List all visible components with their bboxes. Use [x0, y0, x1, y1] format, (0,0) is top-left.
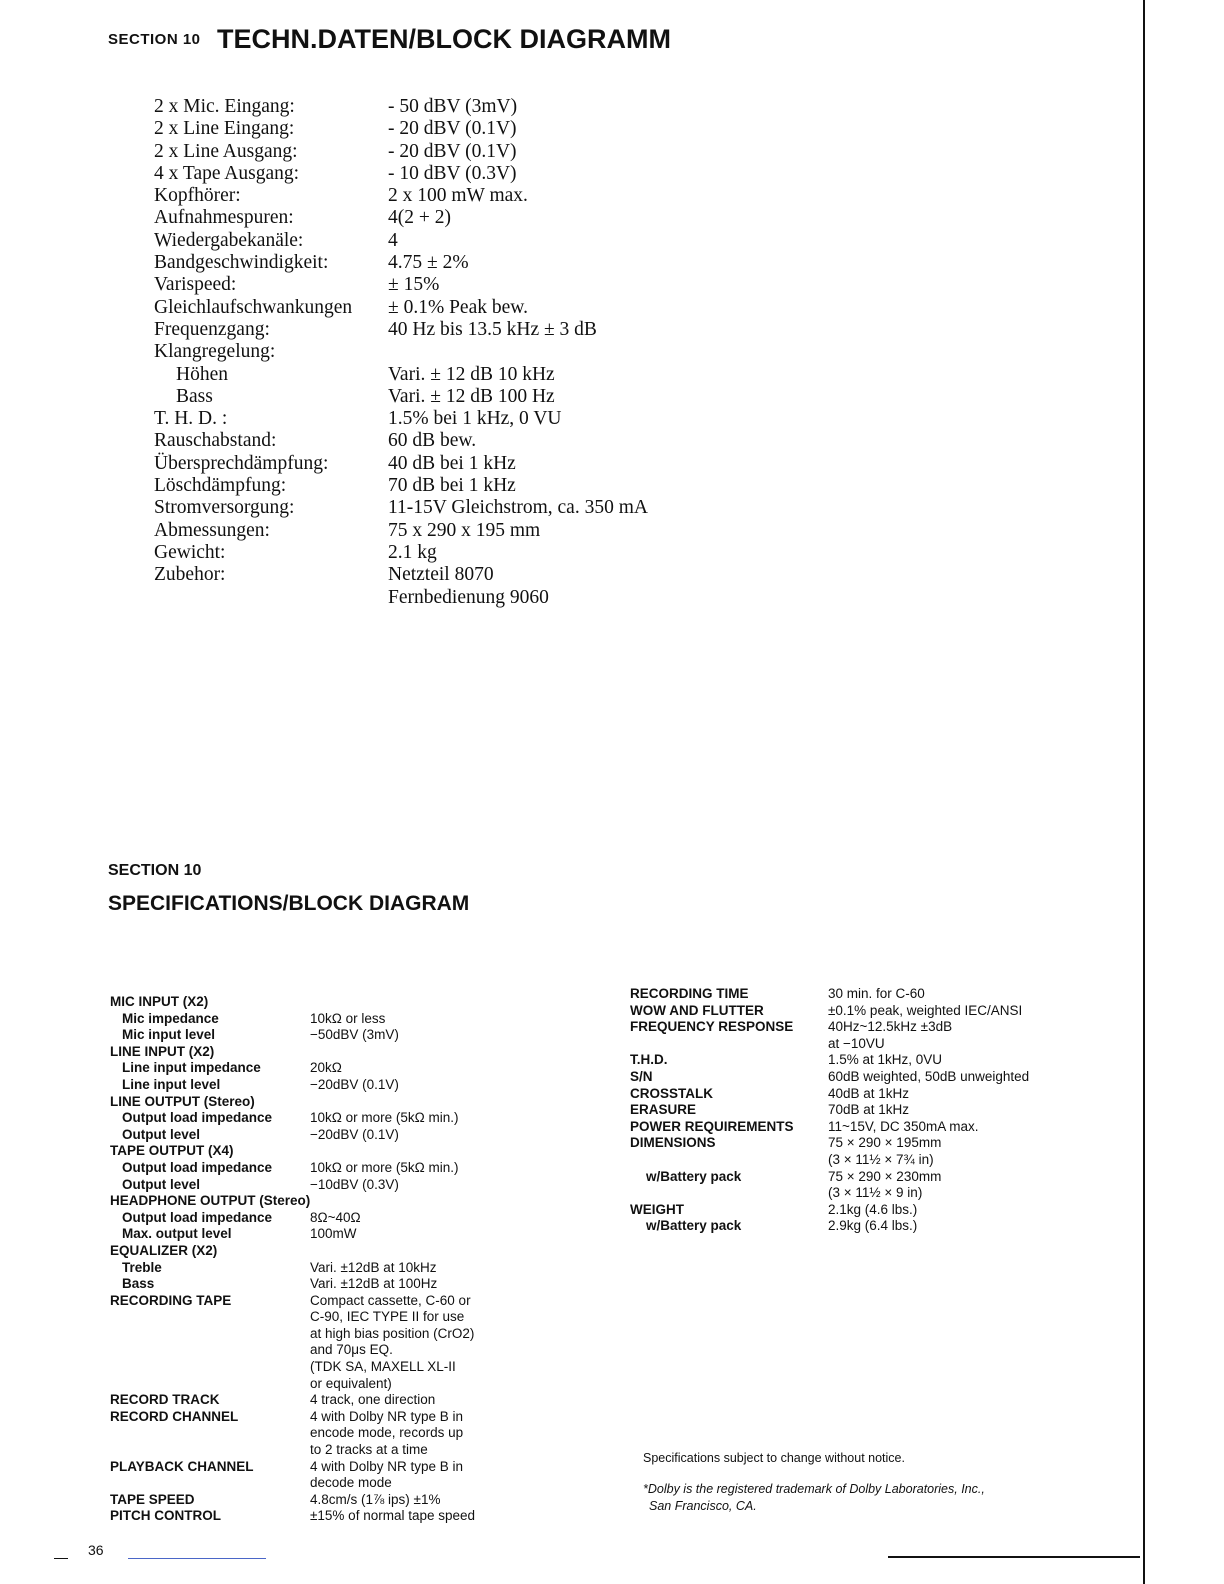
spec-value: Vari. ±12dB at 10kHz: [310, 1259, 437, 1275]
spec-value: −50dBV (3mV): [310, 1027, 399, 1043]
spec-value: - 10 dBV (0.3V): [388, 162, 517, 184]
spec-label: POWER REQUIREMENTS: [630, 1118, 794, 1134]
spec-label: Zubehor:: [154, 564, 226, 586]
spec-value: 70 dB bei 1 kHz: [388, 475, 516, 497]
spec-value: 70dB at 1kHz: [828, 1102, 910, 1118]
spec-label: ERASURE: [630, 1102, 697, 1118]
spec-value: Netzteil 8070: [388, 564, 494, 586]
section-title: TECHN.DATEN/BLOCK DIAGRAMM: [216, 24, 671, 54]
spec-label: MIC INPUT (X2): [110, 994, 209, 1009]
spec-label: RECORDING TIME: [630, 986, 749, 1001]
spec-value: −20dBV (0.1V): [310, 1126, 399, 1142]
spec-value: (3 × 11½ × 9 in): [828, 1185, 923, 1201]
spec-label: Klangregelung:: [154, 341, 276, 363]
spec-value: Vari. ± 12 dB 100 Hz: [388, 385, 555, 407]
spec-value: 75 × 290 × 230mm: [828, 1168, 942, 1184]
spec-label: 4 x Tape Ausgang:: [154, 162, 300, 184]
spec-value: at high bias position (CrO2): [310, 1325, 475, 1341]
spec-label: Aufnahmespuren:: [154, 207, 294, 229]
spec-value: (TDK SA, MAXELL XL-II: [310, 1359, 456, 1375]
spec-value: 40 Hz bis 13.5 kHz ± 3 dB: [388, 318, 597, 340]
spec-value: ±0.1% peak, weighted IEC/ANSI: [828, 1002, 1023, 1018]
spec-value: 11~15V, DC 350mA max.: [828, 1118, 979, 1134]
spec-value: (3 × 11½ × 7¾ in): [828, 1151, 934, 1167]
spec-value: 4: [388, 229, 398, 251]
spec-label: Line input impedance: [122, 1060, 261, 1076]
spec-value: 100mW: [310, 1226, 357, 1242]
spec-label: Output level: [122, 1176, 201, 1192]
spec-label: Varispeed:: [154, 274, 237, 296]
spec-label: TAPE SPEED: [110, 1491, 195, 1507]
spec-value: 4 with Dolby NR type B in: [310, 1458, 464, 1474]
spec-label: Gleichlaufschwankungen: [154, 296, 353, 318]
spec-value: 4 track, one direction: [310, 1392, 436, 1408]
spec-value: C-90, IEC TYPE II for use: [310, 1309, 465, 1325]
german-header: [108, 24, 671, 55]
spec-value: at −10VU: [828, 1035, 885, 1051]
spec-label: Abmessungen:: [154, 519, 270, 541]
spec-label: Mic input level: [122, 1027, 216, 1043]
spec-value: 2.9kg (6.4 lbs.): [828, 1218, 918, 1234]
spec-label: Mic impedance: [122, 1010, 219, 1026]
spec-label: EQUALIZER (X2): [110, 1242, 218, 1258]
spec-label: Output load impedance: [122, 1209, 273, 1225]
page-number: 36: [88, 1542, 104, 1558]
spec-label: Wiedergabekanäle:: [154, 229, 304, 251]
spec-value: - 20 dBV (0.1V): [388, 140, 517, 162]
spec-value: 75 × 290 × 195mm: [828, 1135, 942, 1151]
spec-label: Output load impedance: [122, 1110, 273, 1126]
spec-value: 2.1kg (4.6 lbs.): [828, 1201, 918, 1217]
spec-value: 2 x 100 mW max.: [388, 185, 528, 207]
spec-value: - 50 dBV (3mV): [388, 96, 518, 117]
footer-rule: [888, 1556, 1140, 1558]
spec-label: CROSSTALK: [630, 1085, 713, 1101]
spec-value: −10dBV (0.3V): [310, 1176, 399, 1192]
spec-value: 10kΩ or more (5kΩ min.): [310, 1159, 459, 1175]
spec-value: Vari. ± 12 dB 10 kHz: [388, 363, 555, 385]
spec-label: Bandgeschwindigkeit:: [154, 252, 329, 274]
spec-value: Fernbedienung 9060: [388, 586, 549, 608]
spec-label: HEADPHONE OUTPUT (Stereo): [110, 1193, 311, 1209]
spec-label: 2 x Line Eingang:: [154, 118, 295, 140]
spec-value: 60dB weighted, 50dB unweighted: [828, 1068, 1030, 1084]
spec-value: 2.1 kg: [388, 541, 437, 563]
spec-label: Rauschabstand:: [154, 430, 277, 452]
spec-label: S/N: [630, 1068, 653, 1084]
spec-value: Compact cassette, C-60 or: [310, 1292, 471, 1308]
dolby-note-line: San Francisco, CA.: [649, 1499, 757, 1513]
spec-value: 4.75 ± 2%: [388, 252, 469, 274]
spec-label: Bass: [122, 1276, 155, 1292]
spec-value: ± 0.1% Peak bew.: [388, 296, 528, 318]
spec-value: ± 15%: [388, 274, 440, 296]
spec-label: RECORD TRACK: [110, 1392, 220, 1408]
spec-label: T. H. D. :: [154, 408, 228, 430]
spec-value: - 20 dBV (0.1V): [388, 118, 517, 140]
spec-label: Gewicht:: [154, 541, 226, 563]
spec-label: Max. output level: [122, 1226, 232, 1242]
spec-label: Line input level: [122, 1076, 221, 1092]
spec-value: Vari. ±12dB at 100Hz: [310, 1276, 438, 1292]
spec-value: 10kΩ or more (5kΩ min.): [310, 1110, 459, 1126]
spec-label: Treble: [122, 1259, 162, 1275]
spec-label: 2 x Mic. Eingang:: [154, 96, 295, 117]
english-section-label: SECTION 10: [108, 862, 202, 879]
spec-label: w/Battery pack: [646, 1218, 742, 1234]
spec-label: Output load impedance: [122, 1159, 273, 1175]
spec-label: Übersprechdämpfung:: [154, 452, 329, 474]
spec-value: 30 min. for C-60: [828, 986, 925, 1001]
spec-label: Bass: [176, 385, 213, 407]
spec-label: LINE OUTPUT (Stereo): [110, 1093, 255, 1109]
spec-value: 60 dB bew.: [388, 430, 477, 452]
english-section-title: SPECIFICATIONS/BLOCK DIAGRAM: [108, 892, 470, 915]
spec-value: 20kΩ: [310, 1060, 342, 1076]
spec-label: RECORDING TAPE: [110, 1292, 232, 1308]
spec-label: Frequenzgang:: [154, 318, 270, 340]
spec-value: 40dB at 1kHz: [828, 1085, 910, 1101]
spec-label: WEIGHT: [630, 1201, 684, 1217]
spec-label: w/Battery pack: [646, 1168, 742, 1184]
spec-label: WOW AND FLUTTER: [630, 1002, 764, 1018]
spec-value: 40 dB bei 1 kHz: [388, 452, 516, 474]
spec-label: T.H.D.: [630, 1052, 668, 1068]
spec-value: 4(2 + 2): [388, 207, 451, 229]
section-label: SECTION 10: [108, 31, 201, 48]
specs-change-note: Specifications subject to change without notice.: [643, 1451, 905, 1465]
spec-value: 8Ω~40Ω: [310, 1209, 361, 1225]
spec-value: and 70μs EQ.: [310, 1342, 393, 1358]
spec-label: TAPE OUTPUT (X4): [110, 1143, 234, 1159]
spec-value: −20dBV (0.1V): [310, 1076, 399, 1092]
spec-label: Höhen: [176, 363, 228, 385]
spec-label: Stromversorgung:: [154, 497, 295, 519]
spec-label: Löschdämpfung:: [154, 475, 287, 497]
dolby-note-line: *Dolby is the registered trademark of Dolby Laboratories, Inc.,: [643, 1482, 985, 1496]
spec-value: or equivalent): [310, 1375, 392, 1391]
dolby-trademark-note: [643, 1481, 985, 1515]
spec-label: RECORD CHANNEL: [110, 1408, 239, 1424]
page-edge-rule: [1143, 0, 1145, 1584]
spec-label: FREQUENCY RESPONSE: [630, 1019, 794, 1035]
spec-label: DIMENSIONS: [630, 1135, 716, 1151]
footer-rule: [128, 1558, 266, 1559]
footer-rule: [54, 1558, 68, 1559]
spec-value: 10kΩ or less: [310, 1010, 386, 1026]
spec-value: encode mode, records up: [310, 1425, 464, 1441]
spec-value: 4.8cm/s (1⅞ ips) ±1%: [310, 1491, 441, 1507]
spec-label: LINE INPUT (X2): [110, 1043, 215, 1059]
spec-value: 1.5% at 1kHz, 0VU: [828, 1052, 943, 1068]
spec-label: 2 x Line Ausgang:: [154, 140, 298, 162]
spec-label: Kopfhörer:: [154, 185, 241, 207]
spec-label: PLAYBACK CHANNEL: [110, 1458, 254, 1474]
spec-value: 1.5% bei 1 kHz, 0 VU: [388, 408, 562, 430]
spec-value: decode mode: [310, 1475, 392, 1491]
spec-label: PITCH CONTROL: [110, 1508, 221, 1524]
spec-value: to 2 tracks at a time: [310, 1442, 428, 1458]
spec-label: Output level: [122, 1126, 201, 1142]
spec-value: 4 with Dolby NR type B in: [310, 1408, 464, 1424]
spec-value: 11-15V Gleichstrom, ca. 350 mA: [388, 497, 648, 519]
spec-value: 40Hz~12.5kHz ±3dB: [828, 1019, 953, 1035]
spec-value: ±15% of normal tape speed: [310, 1508, 476, 1524]
spec-value: 75 x 290 x 195 mm: [388, 519, 541, 541]
